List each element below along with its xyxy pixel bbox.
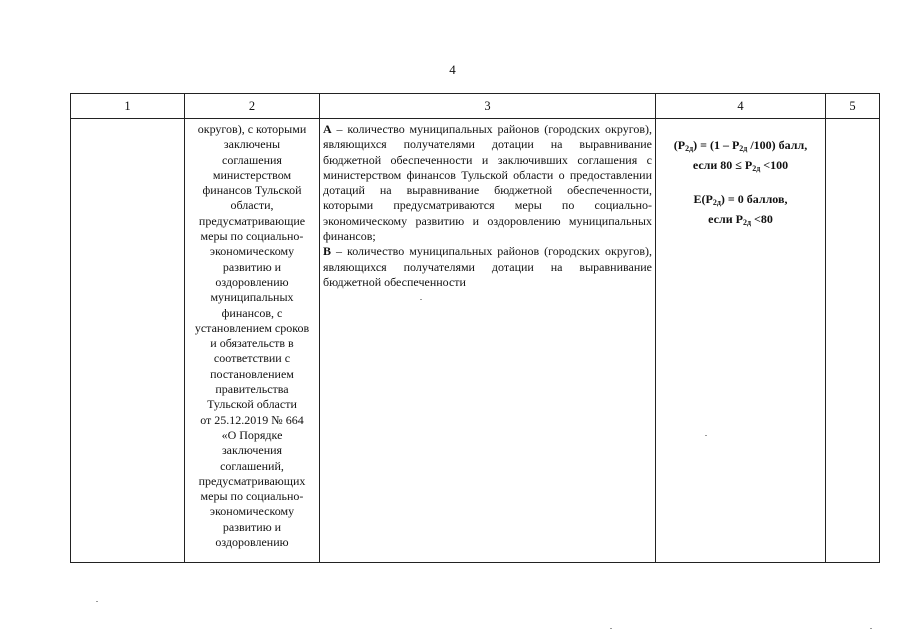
description-line: соглашений, xyxy=(220,458,284,473)
definition-b-text: – количество муниципальных районов (городских округов), являющихся получателями дотации на выравнивание бюджетной обеспеченности xyxy=(323,244,652,289)
definition-a-text: – количество муниципальных районов (городских округов), являющихся получателями дотации на выравнивание бюджетной обеспеченности и заключивших соглашения с министерством финансов Тульской области о предоставлении дотаций на выравнивание бюджетной обеспеченности, которыми предусматриваются меры по социально-экономическому развитию и оздоровлению муниципальных финансов; xyxy=(323,122,652,244)
header-col-5: 5 xyxy=(826,94,880,119)
condition-2-sub: 2д xyxy=(742,218,751,227)
condition-1-part: если 80 ≤ Р xyxy=(692,158,753,172)
formula-2-part: ) = 0 баллов, xyxy=(720,192,788,206)
description-line: «О Порядке xyxy=(221,427,283,442)
definition-b xyxy=(323,244,652,290)
description-line: и обязательств в xyxy=(210,336,294,351)
description-line: заключения xyxy=(221,443,283,458)
scan-speck xyxy=(610,628,612,629)
description-line: финансов Тульской xyxy=(202,183,302,198)
scan-speck xyxy=(870,628,872,629)
table-row xyxy=(71,119,880,563)
description-line: предусматривающие xyxy=(198,213,306,228)
description-line: округов), с которыми xyxy=(197,122,307,136)
header-col-1: 1 xyxy=(71,94,185,119)
cell-col-5 xyxy=(826,119,880,563)
condition-1-sub: 2д xyxy=(752,164,761,173)
description-line: развитию и xyxy=(222,519,282,534)
description-line: муниципальных xyxy=(210,290,294,305)
description-line: экономическому xyxy=(209,244,295,259)
scan-speck xyxy=(96,601,98,602)
formula-gap xyxy=(659,177,822,191)
formula-1-part: /100) балл, xyxy=(747,138,808,152)
description-line: постановлением xyxy=(210,366,294,381)
description-line: развитию и xyxy=(222,259,282,274)
header-col-3: 3 xyxy=(320,94,656,119)
formula-1-sub: 2д xyxy=(685,144,694,153)
description-line: области, xyxy=(230,198,274,213)
description-line: меры по социально- xyxy=(200,489,304,504)
description-line: установлением сроков xyxy=(194,320,310,335)
condition-2-part: <80 xyxy=(750,212,773,226)
description-line: оздоровлению xyxy=(215,535,289,550)
header-col-4: 4 xyxy=(656,94,826,119)
condition-2-part: если Р xyxy=(708,212,743,226)
table-header xyxy=(71,94,880,119)
description-line: заключены xyxy=(223,137,281,152)
header-col-2: 2 xyxy=(185,94,320,119)
description-line: соответствии с xyxy=(213,351,291,366)
description-line: соглашения xyxy=(222,152,282,167)
definition-a xyxy=(323,122,652,244)
formula-1 xyxy=(659,137,822,157)
scan-speck xyxy=(705,435,707,436)
cell-scoring-formula xyxy=(656,119,826,563)
definition-b-letter: В xyxy=(323,244,332,259)
description-line: Тульской области xyxy=(207,397,297,412)
description-line: министерством xyxy=(212,167,292,182)
description-line: правительства xyxy=(215,382,289,397)
scan-speck xyxy=(420,299,422,300)
condition-1-part: <100 xyxy=(760,158,789,172)
cell-variable-definitions xyxy=(320,119,656,563)
criteria-table xyxy=(70,93,880,563)
formula-2 xyxy=(659,191,822,211)
definition-a-letter: А xyxy=(323,122,332,136)
formula-1-part: (Р xyxy=(673,138,686,152)
formula-1-condition xyxy=(659,157,822,177)
formula-2-part: Е(Р xyxy=(693,192,713,206)
description-line: экономическому xyxy=(209,504,295,519)
description-line: финансов, с xyxy=(221,305,283,320)
description-line: от 25.12.2019 № 664 xyxy=(200,412,304,427)
cell-indicator-description xyxy=(185,119,320,563)
description-line: оздоровлению xyxy=(215,274,289,289)
formula-2-sub: 2д xyxy=(712,198,721,207)
page-number: 4 xyxy=(449,62,456,77)
description-line: предусматривающих xyxy=(198,473,306,488)
formula-1-sub: 2д xyxy=(739,144,748,153)
formula-2-condition xyxy=(659,211,822,231)
description-line: меры по социально- xyxy=(200,229,304,244)
cell-col-1 xyxy=(71,119,185,563)
formula-1-part: ) = (1 – Р xyxy=(693,138,740,152)
